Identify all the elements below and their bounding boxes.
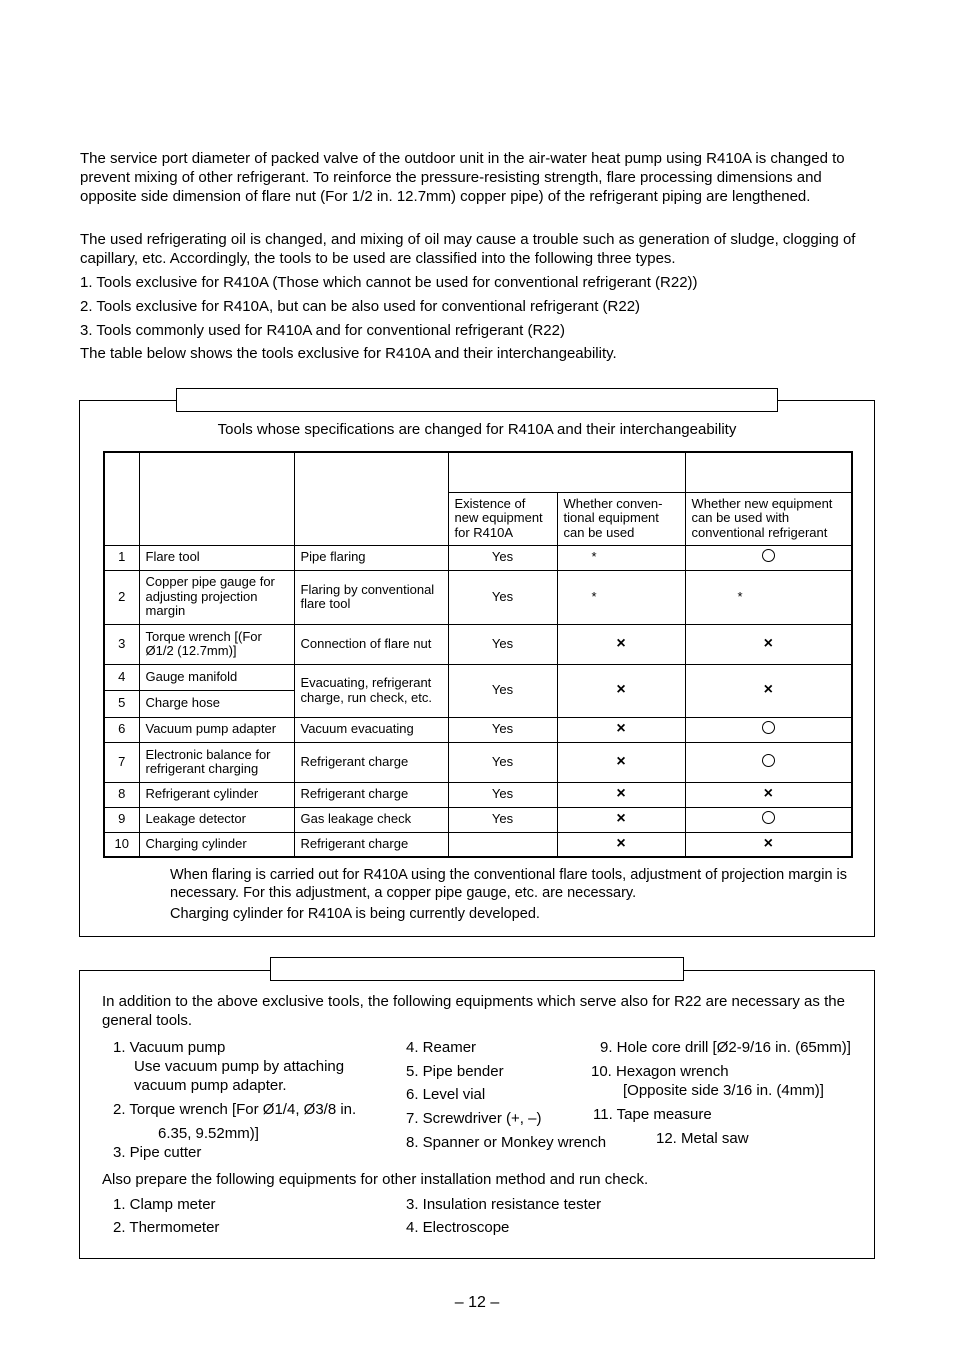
general-tool-11: 11. Tape measure xyxy=(593,1106,712,1123)
table-note-2: Charging cylinder for R410A is being currently developed. xyxy=(170,906,540,922)
general-tool-1-note: Use vacuum pump by attaching xyxy=(134,1058,345,1075)
circle-symbol xyxy=(762,549,775,562)
table-row: 4 Gauge manifold Evacuating, refrigerant charge, run check, etc. Yes × × xyxy=(104,664,852,690)
table-row: 2 Copper pipe gauge for adjusting projection margin Flaring by conventional flare tool Yes * * xyxy=(104,570,852,624)
general-tool-7: 7. Screwdriver (+, –) xyxy=(406,1110,542,1127)
general-tools-intro: In addition to the above exclusive tools, the following equipments which serve also for R22 are necessary as the general tools. xyxy=(102,993,845,1029)
general-tool-12: 12. Metal saw xyxy=(656,1130,749,1147)
table-caption: Tools whose specifications are changed for R410A and their interchangeability xyxy=(217,421,737,438)
general-tool-5: 5. Pipe bender xyxy=(406,1063,504,1080)
general-tools-heading-box xyxy=(270,957,684,981)
general-tool-10-note: [Opposite side 3/16 in. (4mm)] xyxy=(623,1082,824,1099)
table-row: 8 Refrigerant cylinder Refrigerant charge Yes × × xyxy=(104,782,852,807)
header-conventional: Whether conven-tional equipment can be used xyxy=(557,492,685,545)
intro-paragraph-1: The service port diameter of packed valve of the outdoor unit in the air-water heat pump using R410A is changed to prevent mixing of other refrigerant. To reinforce the pressure-resisting strength, flare processing dimensions and opposite side dimension of flare nut (For 1/2 in. 12.7mm) copper pipe) of the refrigerant piping are lengthened. xyxy=(80,150,845,205)
circle-symbol xyxy=(762,754,775,767)
intro-paragraph-3: The table below shows the tools exclusive for R410A and their interchangeability. xyxy=(80,345,617,362)
tools-table-heading-box xyxy=(176,388,778,412)
table-row: 10 Charging cylinder Refrigerant charge × × xyxy=(104,832,852,857)
table-row: 9 Leakage detector Gas leakage check Yes × xyxy=(104,807,852,832)
page-number: – 12 – xyxy=(454,1294,500,1311)
table-row: 6 Vacuum pump adapter Vacuum evacuating Yes × xyxy=(104,717,852,742)
general-tool-4: 4. Reamer xyxy=(406,1039,477,1056)
table-note-1: When flaring is carried out for R410A using the conventional flare tools, adjustment of projection margin is necessary. For this adjustment, a copper pipe gauge, etc. are necessary. xyxy=(170,867,848,901)
other-equipment-2: 2. Thermometer xyxy=(113,1219,220,1236)
circle-symbol xyxy=(762,811,775,824)
table-row: 3 Torque wrench [(For Ø1/2 (12.7mm)] Connection of flare nut Yes × × xyxy=(104,624,852,664)
general-tool-8: 8. Spanner or Monkey wrench xyxy=(406,1134,607,1151)
general-tool-6: 6. Level vial xyxy=(406,1086,486,1103)
tool-type-1: 1. Tools exclusive for R410A (Those which cannot be used for conventional refrigerant (R22)) xyxy=(80,274,698,291)
circle-symbol xyxy=(762,721,775,734)
general-tool-1-note-2: vacuum pump adapter. xyxy=(134,1077,287,1094)
table-row: 1 Flare tool Pipe flaring Yes * xyxy=(104,545,852,570)
general-tool-2-sizes: 6.35, 9.52mm)] xyxy=(158,1125,259,1142)
tool-type-2: 2. Tools exclusive for R410A, but can be also used for conventional refrigerant (R22) xyxy=(80,298,641,315)
general-tool-9: 9. Hole core drill [Ø2-9/16 in. (65mm)] xyxy=(600,1039,851,1056)
intro-paragraph-2: The used refrigerating oil is changed, and mixing of oil may cause a trouble such as generation of sludge, clogging of capillary, etc. Accordingly, the tools to be used are classified into the following three types. xyxy=(80,231,856,267)
other-equipment-intro: Also prepare the following equipments for other installation method and run check. xyxy=(102,1171,649,1188)
general-tool-3: 3. Pipe cutter xyxy=(113,1144,202,1161)
general-tool-1: 1. Vacuum pump xyxy=(113,1039,226,1056)
tools-table xyxy=(103,451,853,858)
other-equipment-4: 4. Electroscope xyxy=(406,1219,510,1236)
header-new-with-conventional: Whether new equipment can be used with conventional refrigerant xyxy=(685,492,852,545)
other-equipment-1: 1. Clamp meter xyxy=(113,1196,216,1213)
header-existence: Existence of new equipment for R410A xyxy=(448,492,557,545)
tool-type-3: 3. Tools commonly used for R410A and for conventional refrigerant (R22) xyxy=(80,322,565,339)
general-tool-2: 2. Torque wrench [For Ø1/4, Ø3/8 in. xyxy=(113,1101,357,1118)
general-tool-10: 10. Hexagon wrench xyxy=(591,1063,729,1080)
table-row: 5 Charge hose xyxy=(104,690,852,717)
table-row: 7 Electronic balance for refrigerant charging Refrigerant charge Yes × xyxy=(104,742,852,782)
other-equipment-3: 3. Insulation resistance tester xyxy=(406,1196,602,1213)
